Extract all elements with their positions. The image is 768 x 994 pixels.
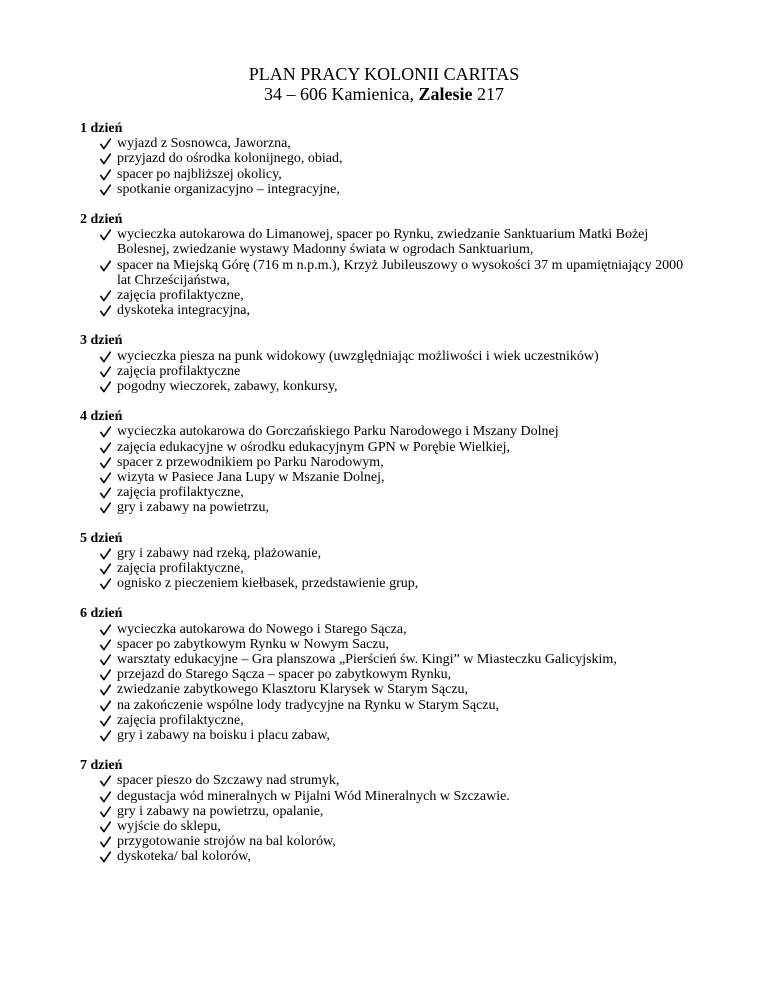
activity-item [80,849,700,864]
activity-item [80,227,700,257]
activity-item [80,379,700,394]
plan-content [80,121,700,880]
activity-text: zajęcia edukacyjne w ośrodku edukacyjnym GPN w Porębie Wielkiej, [117,439,511,455]
checkmark-icon [100,849,112,864]
activity-item [80,698,700,713]
checkmark-icon [100,698,112,713]
activity-item [80,819,700,834]
address-prefix: 34 – 606 Kamienica, [264,84,419,104]
activity-item [80,667,700,682]
checkmark-icon [100,667,112,682]
activity-text: spacer po zabytkowym Rynku w Nowym Saczu, [117,636,389,652]
activity-text: przejazd do Starego Sącza – spacer po zabytkowym Rynku, [117,667,452,683]
activity-text: wyjście do sklepu, [117,819,221,835]
activity-item [80,500,700,515]
checkmark-icon [100,303,112,318]
checkmark-icon [100,258,112,273]
activity-list [80,227,700,318]
day-section [80,531,700,592]
activity-item [80,288,700,303]
activity-item [80,424,700,439]
activity-text: na zakończenie wspólne lody tradycyjne na Rynku w Starym Sączu, [117,697,499,713]
activity-list [80,136,700,197]
activity-text: przygotowanie strojów na bal kolorów, [117,834,336,850]
activity-item [80,440,700,455]
activity-text: pogodny wieczorek, zabawy, konkursy, [117,379,338,394]
activity-list [80,349,700,395]
checkmark-icon [100,652,112,667]
activity-item [80,151,700,166]
activity-text: przyjazd do ośrodka kolonijnego, obiad, [117,151,343,167]
activity-item [80,167,700,182]
activity-list [80,622,700,744]
day-section [80,333,700,394]
checkmark-icon [100,136,112,151]
checkmark-icon [100,424,112,439]
activity-text: zajęcia profilaktyczne, [117,712,244,728]
activity-text: wizyta w Pasiece Jana Lupy w Mszanie Dolnej, [117,470,385,485]
activity-text: zwiedzanie zabytkowego Klasztoru Klarysek w Starym Sączu, [117,682,469,698]
activity-text: zajęcia profilaktyczne, [117,561,244,576]
activity-list [80,424,700,515]
activity-item [80,182,700,197]
activity-item [80,637,700,652]
activity-text: degustacja wód mineralnych w Pijalni Wód Mineralnych w Szczawie. [117,788,510,804]
checkmark-icon [100,561,112,576]
checkmark-icon [100,637,112,652]
activity-item [80,682,700,697]
day-title: 1 dzień [80,121,123,136]
activity-item [80,364,700,379]
activity-text: spacer z przewodnikiem po Parku Narodowym, [117,454,384,470]
activity-list [80,773,700,864]
checkmark-icon [100,440,112,455]
activity-item [80,728,700,743]
day-section [80,606,700,743]
activity-item [80,789,700,804]
activity-item [80,349,700,364]
checkmark-icon [100,500,112,515]
checkmark-icon [100,789,112,804]
activity-text: gry i zabawy na powietrzu, [117,500,269,516]
day-title: 4 dzień [80,409,123,425]
activity-text: wycieczka autokarowa do Limanowej, spacer po Rynku, zwiedzanie Sanktuarium Matki Bożej Bolesnej, zwiedzanie wystawy Madonny świata w ogrodach Sanktuarium, [117,227,649,258]
activity-item [80,713,700,728]
activity-text: gry i zabawy nad rzeką, plażowanie, [117,545,322,561]
activity-item [80,804,700,819]
activity-text: gry i zabawy na powietrzu, opalanie, [117,803,324,819]
activity-text: zajęcia profilaktyczne [117,363,241,379]
activity-item [80,455,700,470]
activity-text: spacer pieszo do Szczawy nad strumyk, [117,773,340,789]
day-title: 7 dzień [80,758,123,774]
activity-text: wycieczka piesza na punk widokowy (uwzględniając możliwości i wiek uczestników) [117,348,599,364]
checkmark-icon [100,485,112,500]
checkmark-icon [100,773,112,788]
day-section [80,121,700,197]
day-title: 3 dzień [80,333,123,349]
activity-text: gry i zabawy na boisku i placu zabaw, [117,728,330,744]
activity-text: wyjazd z Sosnowca, Jaworzna, [117,136,291,152]
checkmark-icon [100,470,112,485]
activity-text: wycieczka autokarowa do Nowego i Starego Sącza, [117,621,407,637]
activity-item [80,561,700,576]
activity-item [80,485,700,500]
document-title: PLAN PRACY KOLONII CARITAS [248,64,520,84]
activity-item [80,652,700,667]
checkmark-icon [100,713,112,728]
activity-item [80,576,700,591]
checkmark-icon [100,819,112,834]
checkmark-icon [100,728,112,743]
checkmark-icon [100,182,112,197]
checkmark-icon [100,379,112,394]
activity-text: spacer na Miejską Górę (716 m n.p.m.), Krzyż Jubileuszowy o wysokości 37 m upamiętniający 2000 lat Chrześcijaństwa, [117,257,684,288]
checkmark-icon [100,546,112,561]
address-place: Zalesie [418,84,473,104]
activity-item [80,136,700,151]
activity-item [80,470,700,485]
day-title: 2 dzień [80,212,123,227]
address-number: 217 [472,84,504,104]
checkmark-icon [100,576,112,591]
checkmark-icon [100,682,112,697]
checkmark-icon [100,288,112,303]
activity-text: spacer po najbliższej okolicy, [117,166,282,182]
checkmark-icon [100,455,112,470]
activity-item [80,622,700,637]
activity-text: zajęcia profilaktyczne, [117,288,244,303]
day-title: 5 dzień [80,530,123,546]
checkmark-icon [100,622,112,637]
activity-text: zajęcia profilaktyczne, [117,485,244,501]
activity-item [80,303,700,318]
activity-text: spotkanie organizacyjno – integracyjne, [117,181,340,197]
checkmark-icon [100,804,112,819]
day-section [80,212,700,318]
activity-text: wycieczka autokarowa do Gorczańskiego Parku Narodowego i Mszany Dolnej [117,424,559,440]
activity-text: dyskoteka integracyjna, [117,303,250,319]
day-section [80,758,700,864]
checkmark-icon [100,834,112,849]
activity-item [80,258,700,288]
checkmark-icon [100,167,112,182]
day-section [80,409,700,515]
activity-item [80,773,700,788]
checkmark-icon [100,151,112,166]
activity-text: ognisko z pieczeniem kiełbasek, przedstawienie grup, [117,576,419,592]
activity-text: dyskoteka/ bal kolorów, [117,849,252,865]
document-address [0,84,768,104]
activity-text: warsztaty edukacyjne – Gra planszowa „Pierścień św. Kingi” w Miasteczku Galicyjskim, [117,652,617,667]
activity-list [80,546,700,592]
day-title: 6 dzień [80,606,123,622]
checkmark-icon [100,227,112,242]
activity-item [80,834,700,849]
checkmark-icon [100,349,112,364]
checkmark-icon [100,364,112,379]
activity-item [80,546,700,561]
